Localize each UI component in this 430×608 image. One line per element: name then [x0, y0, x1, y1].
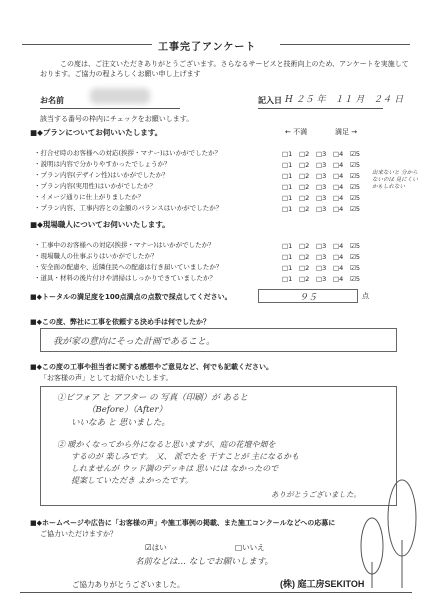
rating-option-1[interactable]: □1 — [282, 242, 293, 250]
voice-answer-line: 提案していただき よかったです。 — [71, 476, 193, 485]
name-label: お名前 — [40, 96, 64, 105]
plan-question-row — [34, 140, 394, 158]
scale-high-label: 満足 → — [335, 128, 358, 136]
rating-option-2[interactable]: □2 — [299, 275, 310, 283]
rating-option-5[interactable]: ☑5 — [350, 161, 360, 169]
voice-answer-line: ② 暖かくなってから外になると思いますが、庭の花壇や畑を — [57, 440, 276, 449]
rating-option-3[interactable]: □3 — [316, 150, 327, 158]
rating-option-2[interactable]: □2 — [299, 172, 310, 180]
company-name: (株) 庭工房SEKITOH — [280, 579, 365, 589]
worker-question-row — [34, 254, 394, 272]
rating-option-3[interactable]: □3 — [316, 161, 327, 169]
rating-option-3[interactable]: □3 — [316, 253, 327, 261]
rating-option-4[interactable]: □4 — [333, 275, 344, 283]
publish-question-label: ■◆ホームページや広告に「お客様の声」や施工事例の掲載、また施工コンクールなどへの応募に — [30, 519, 336, 527]
plan-side-note: 出来ないと 分からないのは 見にくいかもしれない — [372, 170, 418, 190]
voice-answer-line: （Before）（After） — [87, 405, 168, 415]
worker-question-text: ・安全面の配慮や、近隣住民への配慮は行き届いていましたか？ — [34, 263, 223, 271]
worker-question-list — [34, 232, 394, 283]
rating-option-3[interactable]: □3 — [316, 264, 327, 272]
header-rule-left — [22, 44, 152, 45]
rating-option-4[interactable]: □4 — [333, 150, 344, 158]
rating-option-3[interactable]: □3 — [316, 183, 327, 191]
rating-option-5[interactable]: ☑5 — [350, 172, 360, 180]
plan-question-text: ・イメージ通りに仕上がりましたか？ — [34, 193, 145, 201]
total-score-unit: 点 — [362, 292, 369, 300]
worker-question-row — [34, 232, 394, 250]
rating-option-5[interactable]: ☑5 — [350, 264, 360, 272]
total-score-field[interactable] — [258, 289, 358, 303]
voice-answer-line: しれませんが ウッド調のデッキは 思いには なかったので — [71, 464, 279, 473]
name-value-redacted — [90, 88, 150, 104]
rating-option-5[interactable]: ☑5 — [350, 194, 360, 202]
plan-question-text: ・打合せ時のお客様への対応(挨拶・マナー)はいかがでしたか？ — [34, 149, 222, 157]
rating-option-5[interactable]: ☑5 — [350, 253, 360, 261]
rating-option-4[interactable]: □4 — [333, 253, 344, 261]
rating-option-4[interactable]: □4 — [333, 183, 344, 191]
rating-option-3[interactable]: □3 — [316, 172, 327, 180]
plan-question-text: ・プラン内容(実用性)はいかがでしたか？ — [34, 182, 157, 190]
voice-answer-box[interactable] — [40, 386, 397, 506]
plan-question-row — [34, 195, 394, 213]
worker-question-text: ・道具・材料の後片付けや清掃はしっかりできていましたか？ — [34, 274, 216, 282]
plan-question-row — [34, 151, 394, 169]
rating-options[interactable] — [282, 196, 367, 215]
worker-section-title: ■◆現場職人についてお伺いいたします。 — [30, 220, 170, 229]
rating-option-1[interactable]: □1 — [282, 150, 293, 158]
worker-question-text: ・現場職人の仕事ぶりはいかがでしたか？ — [34, 252, 158, 260]
rating-option-2[interactable]: □2 — [299, 150, 310, 158]
voice-answer-line: ①ビフォア と アフター の 写真（印刷）が あると — [57, 393, 248, 403]
publish-no-option[interactable]: □いいえ — [235, 543, 265, 552]
rating-option-5[interactable]: ☑5 — [350, 242, 360, 250]
page-title: 工事完了アンケート — [158, 42, 257, 53]
rating-option-1[interactable]: □1 — [282, 253, 293, 261]
rating-option-2[interactable]: □2 — [299, 161, 310, 169]
header-rule-right — [280, 44, 410, 45]
plan-question-row — [34, 184, 394, 202]
rating-option-1[interactable]: □1 — [282, 264, 293, 272]
publish-yes-option[interactable]: ☑はい — [145, 543, 167, 552]
plan-question-text: ・プラン内容、工事内容との金額のバランスはいかがでしたか？ — [34, 204, 223, 212]
rating-option-4[interactable]: □4 — [333, 161, 344, 169]
plan-question-row — [34, 173, 394, 191]
name-underline — [40, 108, 180, 109]
rating-option-3[interactable]: □3 — [316, 275, 327, 283]
rating-option-2[interactable]: □2 — [299, 205, 310, 213]
rating-option-2[interactable]: □2 — [299, 242, 310, 250]
voice-answer-line: ありがとうございました。 — [271, 490, 361, 499]
date-underline — [258, 108, 383, 109]
rating-option-4[interactable]: □4 — [333, 172, 344, 180]
rating-option-4[interactable]: □4 — [333, 264, 344, 272]
rating-option-4[interactable]: □4 — [333, 194, 344, 202]
rating-option-3[interactable]: □3 — [316, 205, 327, 213]
voice-question-sublabel: 「お客様の声」としてお紹介いたします。 — [40, 374, 173, 382]
plan-question-list — [34, 140, 394, 213]
rating-option-3[interactable]: □3 — [316, 194, 327, 202]
plan-question-row — [34, 162, 394, 180]
rating-option-4[interactable]: □4 — [333, 205, 344, 213]
decision-question-label: ■◆この度、弊社に工事を依頼する決め手は何でしたか？ — [30, 318, 210, 326]
rating-option-5[interactable]: ☑5 — [350, 150, 360, 158]
rating-option-2[interactable]: □2 — [299, 253, 310, 261]
intro-line-2: おります。ご協力の程よろしくお願い申し上げます — [40, 70, 201, 78]
rating-option-4[interactable]: □4 — [333, 242, 344, 250]
rating-option-1[interactable]: □1 — [282, 194, 293, 202]
footer-rule — [20, 592, 412, 593]
rating-option-5[interactable]: ☑5 — [350, 205, 360, 213]
plan-question-text: ・説明は内容で分かりやすかったでしょうか？ — [34, 160, 171, 168]
total-score-value: ９５ — [299, 293, 318, 303]
intro-line-1: この度は、ご注文いただきありがとうございます。さらなるサービスと技術向上のため、アンケートを実施して — [60, 60, 409, 68]
publish-answer: 名前などは… なしでお願いします。 — [135, 557, 274, 567]
worker-question-row — [34, 265, 394, 283]
instruction-text: 該当する番号の枠内にチェックをお願いします。 — [40, 115, 194, 123]
voice-answer-line: するのが 楽しみです。 又、 派でたを 干すことが 主になるかも — [71, 452, 300, 461]
scale-low-label: ← 不満 — [285, 128, 308, 136]
rating-option-5[interactable]: ☑5 — [350, 275, 360, 283]
rating-option-1[interactable]: □1 — [282, 172, 293, 180]
date-value[interactable]: H ２５ 年 １１ 月 ２４ 日 — [285, 95, 404, 105]
rating-option-2[interactable]: □2 — [299, 194, 310, 202]
voice-answer-line: いいなあ と 思いました。 — [71, 418, 170, 428]
decision-answer: 我が家の意向にそった計画であること。 — [53, 337, 216, 347]
date-label: 記入日 — [258, 96, 282, 105]
voice-question-label: ■◆この度の工事や担当者に関する感想やご意見など、何でも記載ください。 — [30, 363, 273, 371]
plan-question-text: ・プラン内容(デザイン性)はいかがでしたか？ — [34, 171, 169, 179]
footer-thanks: ご協力ありがとうございました。 — [72, 580, 185, 589]
rating-option-1[interactable]: □1 — [282, 183, 293, 191]
rating-option-1[interactable]: □1 — [282, 275, 293, 283]
rating-option-1[interactable]: □1 — [282, 161, 293, 169]
plan-section-title: ■◆プランについてお伺いいたします。 — [30, 128, 163, 137]
worker-question-text: ・工事中のお客様への対応(挨拶・マナー)はいかがでしたか？ — [34, 241, 215, 249]
publish-question-sublabel: ご協力いただけますか？ — [40, 530, 117, 538]
total-score-label: ■◆トータルの満足度を100点満点の点数で採点してください。 — [30, 293, 232, 301]
decision-answer-box[interactable] — [40, 328, 397, 352]
rating-option-1[interactable]: □1 — [282, 205, 293, 213]
rating-option-2[interactable]: □2 — [299, 264, 310, 272]
rating-options[interactable] — [282, 266, 367, 285]
rating-option-3[interactable]: □3 — [316, 242, 327, 250]
rating-option-5[interactable]: ☑5 — [350, 183, 360, 191]
rating-option-2[interactable]: □2 — [299, 183, 310, 191]
worker-question-row — [34, 243, 394, 261]
tree-illustration — [350, 470, 425, 590]
